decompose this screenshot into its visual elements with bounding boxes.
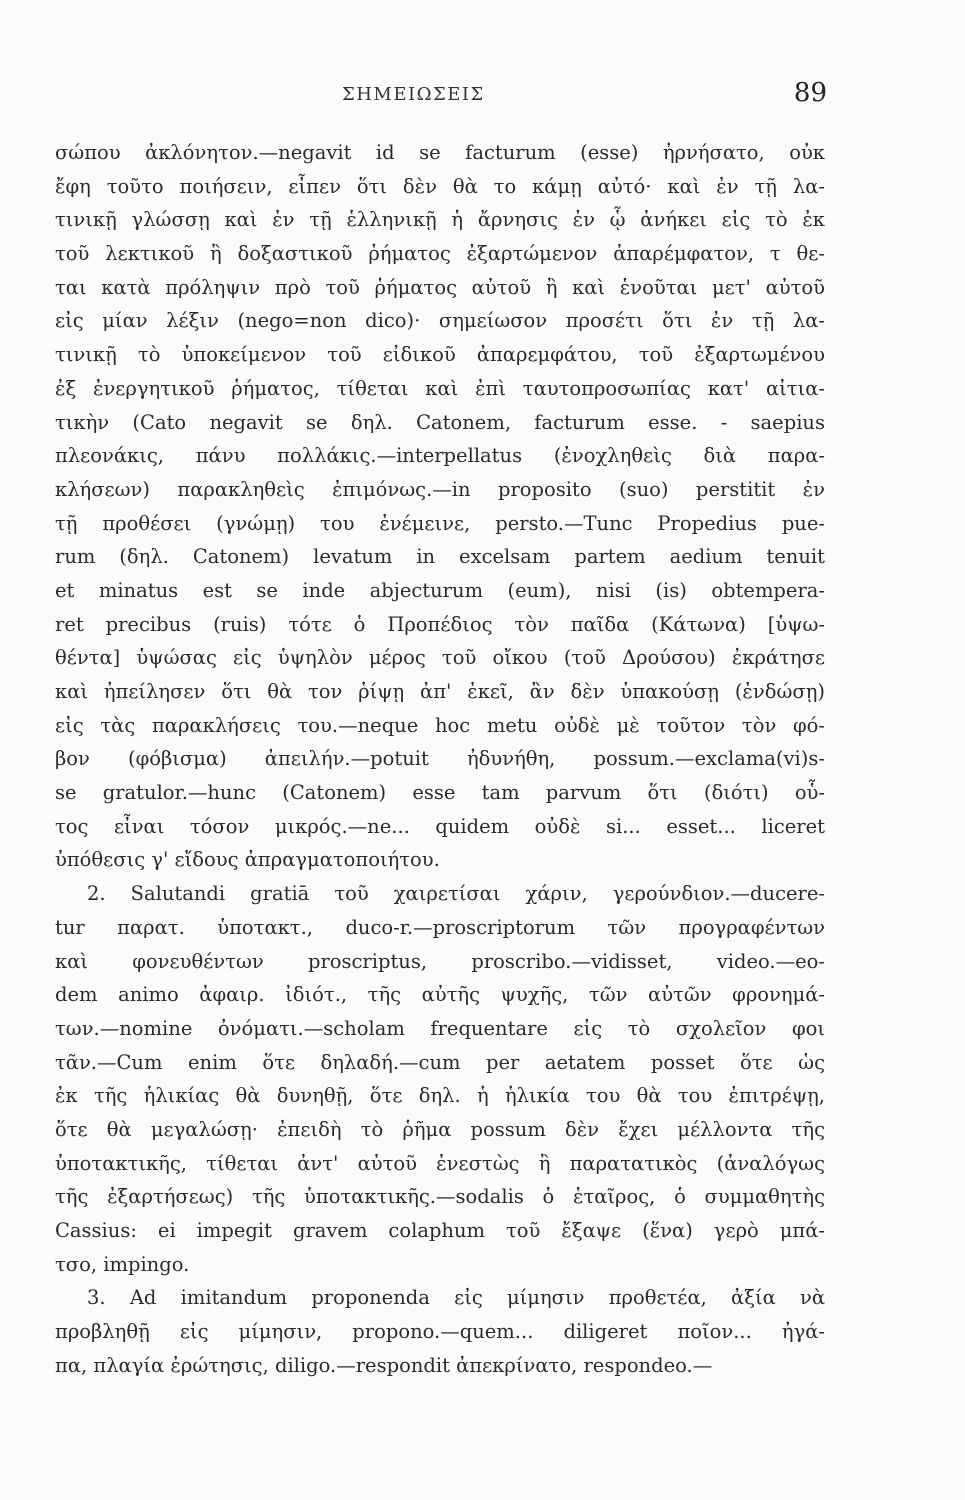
text-line: εἰς τὰς παρακλήσεις του.—neque hoc metu οὐδὲ μὲ τοῦτον τὸν φό-: [55, 713, 825, 737]
text-line: τινικῇ τὸ ὑποκείμενον τοῦ εἰδικοῦ ἀπαρεμφάτου, τοῦ ἐξαρτωμένου: [55, 343, 825, 367]
text-line: 3. Ad imitandum proponenda εἰς μίμησιν προθετέα, ἀξία νὰ: [87, 1286, 825, 1310]
text-line: κλήσεων) παρακληθεὶς ἐπιμόνως.—in proposito (suo) perstitit ἐν: [55, 477, 825, 501]
text-line: tur παρατ. ὑποτακτ., duco-r.—proscriptorum τῶν προγραφέντων: [55, 915, 825, 939]
text-line: τοῦ λεκτικοῦ ἢ δοξαστικοῦ ῥήματος ἐξαρτώμενον ἀπαρέμφατον, τ θε-: [55, 242, 825, 266]
text-line: ἐκ τῆς ἡλικίας θὰ δυνηθῇ, ὅτε δηλ. ἡ ἡλικία του θὰ του ἐπιτρέψῃ,: [55, 1084, 825, 1108]
text-line: se gratulor.—hunc (Catonem) esse tam parvum ὅτι (διότι) οὗ-: [55, 781, 825, 805]
text-line: των.—nomine ὀνόματι.—scholam frequentare εἰς τὸ σχολεῖον φοι: [55, 1016, 825, 1040]
text-line: 2. Salutandi gratiā τοῦ χαιρετίσαι χάριν, γερούνδιον.—ducere-: [87, 882, 825, 906]
notes-body: [55, 136, 825, 1382]
text-line: καὶ ἠπείλησεν ὅτι θὰ τον ῥίψῃ ἀπ' ἐκεῖ, ἂν δὲν ὑπακούσῃ (ἐνδώσῃ): [55, 680, 825, 703]
text-line: τῇ προθέσει (γνώμῃ) του ἐνέμεινε, persto.—Tunc Propedius pue-: [55, 511, 825, 535]
page-header: [0, 78, 965, 114]
text-line: ἔφη τοῦτο ποιήσειν, εἶπεν ὅτι δὲν θὰ το κάμῃ αὐτό· καὶ ἐν τῇ λα-: [55, 174, 825, 198]
text-line: τινικῇ γλώσσῃ καὶ ἐν τῇ ἑλληνικῇ ἡ ἄρνησις ἐν ᾧ ἀνήκει εἰς τὸ ἐκ: [55, 208, 825, 232]
text-line: προβληθῇ εἰς μίμησιν, propono.—quem... diligeret ποῖον... ἠγά-: [55, 1320, 825, 1344]
page-number: 89: [793, 78, 827, 108]
text-line: τᾶν.—Cum enim ὅτε δηλαδή.—cum per aetatem posset ὅτε ὡς: [55, 1050, 825, 1074]
text-line: ἐξ ἐνεργητικοῦ ῥήματος, τίθεται καὶ ἐπὶ ταυτοπροσωπίας κατ' αἰτια-: [55, 376, 825, 400]
text-line: ὑπόθεσις γ' εἴδους ἀπραγματοποιήτου.: [55, 848, 440, 872]
text-line: τῆς ἐξαρτήσεως) τῆς ὑποτακτικῆς.—sodalis ὁ ἑταῖρος, ὁ συμμαθητὴς: [55, 1185, 825, 1209]
text-line: καὶ φονευθέντων proscriptus, proscribo.—vidisset, video.—eo-: [55, 949, 825, 973]
text-line: ται κατὰ πρόληψιν πρὸ τοῦ ῥήματος αὐτοῦ ἢ καὶ ἑνοῦται μετ' αὐτοῦ: [55, 275, 825, 299]
text-line: ὑποτακτικῆς, τίθεται ἀντ' αὐτοῦ ἐνεστὼς ἢ παρατατικὸς (ἀναλόγως: [55, 1151, 825, 1175]
text-line: σώπου ἀκλόνητον.—negavit id se facturum (esse) ἠρνήσατο, οὐκ: [55, 141, 825, 164]
text-line: Cassius: ei impegit gravem colaphum τοῦ ἔξαψε (ἕνα) γερὸ μπά-: [55, 1219, 825, 1242]
text-line: dem animo ἀφαιρ. ἰδιότ., τῆς αὐτῆς ψυχῆς, τῶν αὐτῶν φρονημά-: [55, 983, 825, 1007]
text-line: εἰς μίαν λέξιν (nego=non dico)· σημείωσον προσέτι ὅτι ἐν τῇ λα-: [55, 309, 825, 333]
text-line: πα, πλαγία ἐρώτησις, diligo.—respondit ἀπεκρίνατο, respondeo.—: [55, 1353, 713, 1377]
text-line: ret precibus (ruis) τότε ὁ Προπέδιος τὸν παῖδα (Κάτωνα) [ὑψω-: [55, 612, 825, 636]
text-line: rum (δηλ. Catonem) levatum in excelsam partem aedium tenuit: [55, 545, 825, 569]
text-line: πλεονάκις, πάνυ πολλάκις.—interpellatus (ἐνοχληθεὶς διὰ παρα-: [55, 444, 825, 468]
text-line: θέντα] ὑψώσας εἰς ὑψηλὸν μέρος τοῦ οἴκου (τοῦ Δρούσου) ἐκράτησε: [55, 646, 825, 670]
running-head: ΣΗΜΕΙΩΣΕΙΣ: [342, 84, 485, 105]
text-line: βον (φόβισμα) ἀπειλήν.—potuit ἠδυνήθη, possum.—exclama(vi)s-: [55, 747, 825, 771]
text-line: τος εἶναι τόσον μικρός.—ne... quidem οὐδὲ si... esset... liceret: [55, 814, 825, 838]
text-line: τσο, impingo.: [55, 1252, 190, 1276]
text-line: τικὴν (Cato negavit se δηλ. Catonem, facturum esse. - saepius: [55, 410, 825, 434]
text-line: ὅτε θὰ μεγαλώσῃ· ἐπειδὴ τὸ ῥῆμα possum δὲν ἔχει μέλλοντα τῆς: [55, 1117, 825, 1141]
text-line: et minatus est se inde abjecturum (eum), nisi (is) obtemperа-: [55, 578, 825, 602]
